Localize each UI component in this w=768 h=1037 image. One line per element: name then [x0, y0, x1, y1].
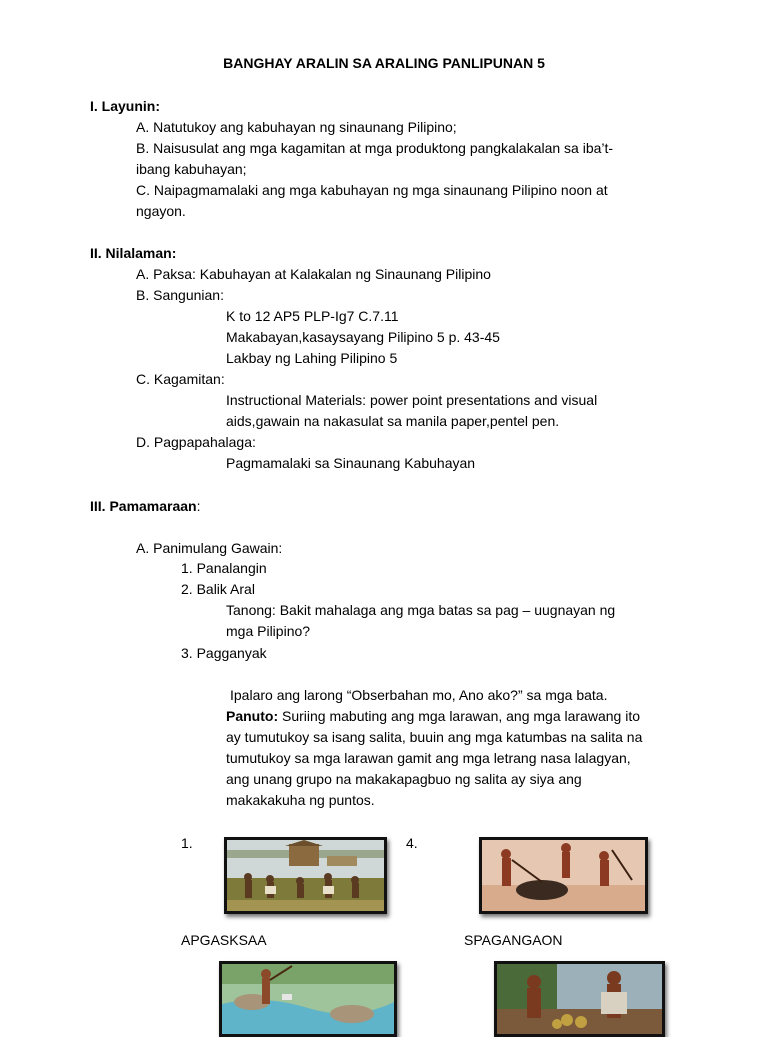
panuto-line: tumutukoy sa mga larawan gamit ang mga letrang nasa lalagyan, — [226, 750, 631, 766]
panuto-line: makakakuha ng puntos. — [226, 792, 375, 808]
scrambled-word: SPAGANGAON — [464, 932, 563, 948]
panuto-text: Suriing mabuting ang mga larawan, ang mga larawang ito — [278, 708, 640, 724]
pamamaraan-heading-colon: : — [196, 498, 201, 514]
panuto-line — [226, 706, 640, 726]
kagamitan-label: C. Kagamitan: — [136, 371, 225, 387]
picture-number: 4. — [406, 835, 418, 851]
fishing-picture — [219, 961, 397, 1037]
panuto-line: ang unang grupo na makakapagbuo ng salita ay siya ang — [226, 771, 582, 787]
scrambled-word: APGASKSAA — [181, 932, 267, 948]
panuto-label: Panuto: — [226, 708, 279, 724]
hunting-picture — [479, 837, 648, 914]
pamamaraan-heading — [90, 496, 201, 516]
nilalaman-heading: II. Nilalaman: — [90, 245, 177, 261]
sangunian-item: Lakbay ng Lahing Pilipino 5 — [226, 350, 398, 366]
ipalaro-line: Ipalaro ang larong “Obserbahan mo, Ano ako?” sa mga bata. — [230, 687, 608, 703]
farming-picture — [224, 837, 387, 914]
layunin-line: ngayon. — [136, 203, 186, 219]
paksa-line: A. Paksa: Kabuhayan at Kalakalan ng Sinaunang Pilipino — [136, 266, 491, 282]
tanong-line: mga Pilipino? — [226, 623, 311, 639]
step-item: 3. Pagganyak — [181, 645, 267, 661]
pamamaraan-heading-text: III. Pamamaraan — [90, 498, 197, 514]
panuto-line: ay tumutukoy sa isang salita, buuin ang mga katumbas na salita na — [226, 729, 643, 745]
pagpapahalaga-label: D. Pagpapahalaga: — [136, 434, 256, 450]
layunin-heading: I. Layunin: — [90, 98, 160, 114]
layunin-line: C. Naipagmamalaki ang mga kabuhayan ng mga sinaunang Pilipino noon at — [136, 182, 608, 198]
pagpapahalaga-value: Pagmamalaki sa Sinaunang Kabuhayan — [226, 455, 476, 471]
trading-picture — [494, 961, 665, 1037]
picture-number: 1. — [181, 835, 193, 851]
layunin-line: A. Natutukoy ang kabuhayan ng sinaunang Pilipino; — [136, 119, 457, 135]
tanong-line: Tanong: Bakit mahalaga ang mga batas sa pag – uugnayan ng — [226, 602, 616, 618]
sangunian-item: Makabayan,kasaysayang Pilipino 5 p. 43-45 — [226, 329, 500, 345]
layunin-line: B. Naisusulat ang mga kagamitan at mga produktong pangkalakalan sa iba’t- — [136, 140, 614, 156]
panimulang-gawain: A. Panimulang Gawain: — [136, 540, 283, 556]
sangunian-item: K to 12 AP5 PLP-Ig7 C.7.11 — [226, 308, 399, 324]
step-item: 1. Panalangin — [181, 560, 267, 576]
document-title: BANGHAY ARALIN SA ARALING PANLIPUNAN 5 — [223, 55, 545, 71]
step-item: 2. Balik Aral — [181, 581, 255, 597]
kagamitan-line: aids,gawain na nakasulat sa manila paper,pentel pen. — [226, 413, 560, 429]
kagamitan-line: Instructional Materials: power point presentations and visual — [226, 392, 598, 408]
sangunian-label: B. Sangunian: — [136, 287, 224, 303]
layunin-line: ibang kabuhayan; — [136, 161, 247, 177]
